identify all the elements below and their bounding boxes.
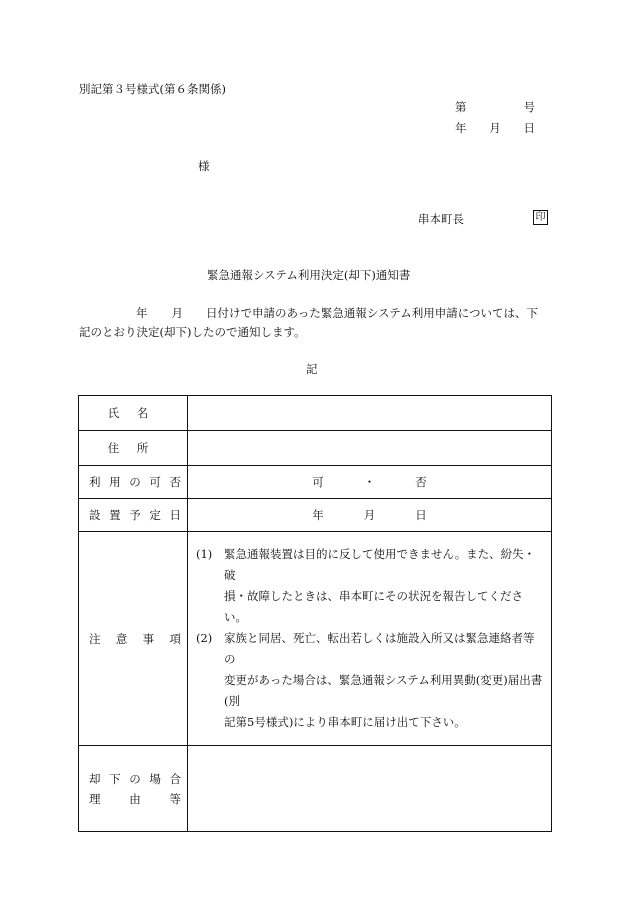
- label-char: 住: [107, 441, 120, 455]
- seal-box: 印: [533, 210, 548, 225]
- install-label-cell: [79, 499, 188, 532]
- date-month: 月: [489, 121, 501, 135]
- table-row-install-date: [79, 499, 552, 532]
- label-char: 名: [136, 406, 149, 420]
- note-text: 損・故障したときは、串本町にその状況を報告してください。: [224, 589, 523, 624]
- number-suffix: 号: [523, 100, 535, 114]
- label-char: 氏: [107, 406, 120, 420]
- availability-label-cell: [79, 466, 188, 499]
- label-char: 由: [129, 791, 141, 806]
- label-char: 所: [136, 441, 149, 455]
- date-year: 年: [455, 121, 467, 135]
- label-char: 却: [89, 771, 101, 786]
- address-label-cell: [79, 431, 188, 466]
- label-char: 否: [169, 475, 181, 489]
- ki-heading: 記: [306, 362, 318, 376]
- label-char: 予: [129, 508, 141, 522]
- rejection-value-cell[interactable]: [188, 746, 552, 832]
- label-char: の: [129, 475, 141, 489]
- body-line-1: [79, 305, 538, 321]
- label-char: 等: [169, 791, 181, 806]
- table-row-availability: [79, 466, 552, 499]
- document-number: [455, 99, 535, 115]
- note-number: (2): [196, 631, 213, 645]
- note-text: 緊急通報装置は目的に反して使用できません。また、紛失・破: [224, 547, 536, 582]
- body-text-rest: 日付けで申請のあった緊急通報システム利用申請については、下: [206, 306, 539, 320]
- label-char: 場: [149, 771, 161, 786]
- note-item: [196, 544, 545, 628]
- label-char: の: [129, 771, 141, 786]
- label-char: 下: [109, 771, 121, 786]
- note-item: [196, 628, 545, 733]
- install-day: 日: [415, 508, 427, 522]
- label-char: 可: [149, 475, 161, 489]
- details-table: [78, 395, 552, 832]
- label-char: 理: [89, 791, 101, 806]
- label-char: 定: [149, 508, 161, 522]
- label-char: 用: [109, 475, 121, 489]
- label-char: 日: [169, 508, 181, 522]
- notes-value-cell: [188, 532, 552, 746]
- install-value-cell[interactable]: [188, 499, 552, 532]
- table-row-name: [79, 396, 552, 431]
- addressee-honorific: 様: [198, 159, 210, 173]
- document-title: 緊急通報システム利用決定(却下)通知書: [207, 268, 411, 282]
- date-day: 日: [523, 121, 535, 135]
- availability-value-cell: [188, 466, 552, 499]
- body-month: 月: [171, 306, 183, 320]
- notes-label-cell: [79, 532, 188, 746]
- label-char: 項: [169, 631, 181, 646]
- label-char: 設: [89, 508, 101, 522]
- label-char: 置: [109, 508, 121, 522]
- rejection-label-cell: [79, 746, 188, 832]
- label-char: 利: [89, 475, 101, 489]
- body-year: 年: [136, 306, 148, 320]
- label-char: 注: [89, 631, 101, 646]
- label-char: 合: [169, 771, 181, 786]
- body-line-2: 記のとおり決定(却下)したので通知します。: [79, 325, 306, 339]
- table-row-notes: [79, 532, 552, 746]
- note-text: 記第5号様式)により串本町に届け出て下さい。: [224, 715, 466, 729]
- form-reference: 別記第３号様式(第６条関係): [79, 82, 226, 96]
- number-prefix: 第: [455, 100, 467, 114]
- name-value-cell[interactable]: [188, 396, 552, 431]
- install-year: 年: [312, 508, 324, 522]
- address-value-cell[interactable]: [188, 431, 552, 466]
- note-number: (1): [196, 547, 213, 561]
- option-separator: ・: [363, 475, 376, 489]
- note-text: 変更があった場合は、緊急通報システム利用異動(変更)届出書(別: [224, 673, 543, 708]
- option-no[interactable]: 否: [415, 475, 427, 489]
- label-char: 意: [115, 631, 128, 646]
- note-text: 家族と同居、死亡、転出若しくは施設入所又は緊急連絡者等の: [224, 631, 535, 666]
- name-label-cell: [79, 396, 188, 431]
- issuer-name: 串本町長: [418, 212, 464, 226]
- label-char: 事: [142, 631, 155, 646]
- table-row-address: [79, 431, 552, 466]
- issue-date: [455, 120, 535, 136]
- install-month: 月: [363, 508, 376, 522]
- option-yes[interactable]: 可: [312, 475, 324, 489]
- table-row-rejection: [79, 746, 552, 832]
